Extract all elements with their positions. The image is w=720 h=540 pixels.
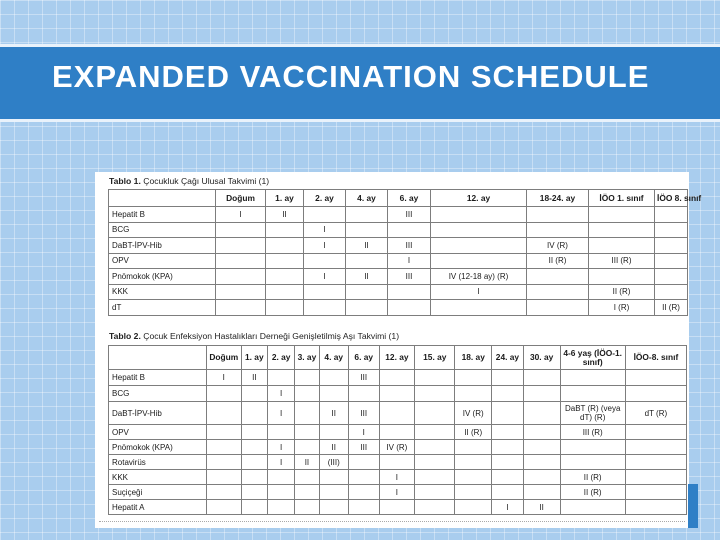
vaccine-name: Hepatit B [109, 370, 207, 386]
dose-cell: I [304, 238, 346, 254]
table-row [109, 470, 687, 485]
dose-cell [216, 238, 266, 254]
dose-cell: II [241, 370, 267, 386]
table1-caption-prefix: Tablo 1. [109, 176, 141, 186]
dose-cell [379, 402, 415, 425]
table1 [108, 189, 702, 316]
dose-cell [206, 485, 241, 500]
dose-cell [523, 455, 560, 470]
vaccine-name: Pnömokok (KPA) [109, 269, 216, 285]
table-row [109, 238, 688, 254]
dose-cell [348, 470, 379, 485]
dose-cell [319, 425, 348, 440]
vaccine-name: dT [109, 300, 216, 316]
column-header: 4-6 yaş (İÖO-1. sınıf) [560, 346, 625, 370]
column-header: 3. ay [295, 346, 319, 370]
dose-cell [304, 284, 346, 300]
dose-cell [455, 386, 492, 402]
table1-caption [109, 176, 269, 186]
column-header [109, 190, 216, 207]
dose-cell: I [431, 284, 527, 300]
table-row [109, 207, 688, 223]
dose-cell [216, 269, 266, 285]
dose-cell [216, 253, 266, 269]
dose-cell [625, 386, 686, 402]
dose-cell [560, 455, 625, 470]
dose-cell [523, 370, 560, 386]
dose-cell [241, 425, 267, 440]
dose-cell: II (R) [560, 470, 625, 485]
dose-cell: III [348, 440, 379, 455]
dose-cell [295, 470, 319, 485]
dose-cell [348, 386, 379, 402]
dose-cell: IV (R) [527, 238, 589, 254]
dose-cell [492, 402, 524, 425]
dose-cell [492, 455, 524, 470]
dose-cell: I [267, 455, 294, 470]
dose-cell [523, 402, 560, 425]
column-header: İÖO 8. sınıf [655, 190, 688, 207]
dose-cell: II [319, 440, 348, 455]
dose-cell [267, 485, 294, 500]
vaccine-name: BCG [109, 386, 207, 402]
dose-cell [527, 300, 589, 316]
dose-cell [415, 425, 455, 440]
vaccine-name: Rotavirüs [109, 455, 207, 470]
dose-cell [267, 500, 294, 515]
dose-cell [388, 222, 431, 238]
dose-cell [295, 425, 319, 440]
dose-cell [379, 386, 415, 402]
dose-cell: DaBT (R) (veya dT) (R) [560, 402, 625, 425]
table2 [108, 345, 687, 515]
table2-caption [109, 331, 399, 341]
dose-cell [388, 300, 431, 316]
dose-cell: II (R) [455, 425, 492, 440]
dose-cell [527, 222, 589, 238]
dose-cell [379, 500, 415, 515]
dose-cell [560, 370, 625, 386]
dose-cell [523, 440, 560, 455]
dose-cell [266, 284, 304, 300]
dose-cell [431, 207, 527, 223]
dose-cell: II [266, 207, 304, 223]
table-row [109, 222, 688, 238]
dose-cell [206, 440, 241, 455]
dose-cell: II [346, 238, 388, 254]
dose-cell [304, 300, 346, 316]
dose-cell: dT (R) [625, 402, 686, 425]
dose-cell [655, 238, 688, 254]
dose-cell [346, 253, 388, 269]
column-header: İÖO 1. sınıf [589, 190, 655, 207]
dose-cell [346, 222, 388, 238]
dose-cell [455, 370, 492, 386]
dose-cell [206, 402, 241, 425]
dose-cell [379, 425, 415, 440]
dose-cell [266, 253, 304, 269]
dose-cell: I [379, 470, 415, 485]
dose-cell [415, 402, 455, 425]
dose-cell: II [319, 402, 348, 425]
dose-cell [415, 386, 455, 402]
dose-cell [625, 485, 686, 500]
dose-cell [527, 207, 589, 223]
table-header-row [109, 346, 687, 370]
dose-cell: II (R) [655, 300, 688, 316]
table-row [109, 269, 688, 285]
dose-cell [589, 222, 655, 238]
dose-cell [492, 386, 524, 402]
column-header: 2. ay [304, 190, 346, 207]
dose-cell [455, 440, 492, 455]
dose-cell [415, 470, 455, 485]
table-row [109, 386, 687, 402]
dose-cell [295, 386, 319, 402]
dose-cell: III (R) [560, 425, 625, 440]
vaccine-name: DaBT-İPV-Hib [109, 238, 216, 254]
dose-cell [655, 269, 688, 285]
dose-cell [431, 238, 527, 254]
column-header: Doğum [206, 346, 241, 370]
vaccine-name: BCG [109, 222, 216, 238]
dose-cell: III [348, 402, 379, 425]
dose-cell: III [388, 238, 431, 254]
column-header: 24. ay [492, 346, 524, 370]
dose-cell [295, 500, 319, 515]
dose-cell [241, 470, 267, 485]
dose-cell [523, 425, 560, 440]
table2-caption-prefix: Tablo 2. [109, 331, 141, 341]
dose-cell [266, 222, 304, 238]
dose-cell [431, 222, 527, 238]
dose-cell [455, 500, 492, 515]
slide-title: EXPANDED VACCINATION SCHEDULE [52, 59, 650, 94]
column-header: 18. ay [455, 346, 492, 370]
dose-cell [295, 440, 319, 455]
dose-cell [455, 470, 492, 485]
dose-cell [415, 485, 455, 500]
column-header: Doğum [216, 190, 266, 207]
dose-cell [431, 300, 527, 316]
dose-cell [625, 370, 686, 386]
dose-cell [523, 470, 560, 485]
dose-cell [492, 470, 524, 485]
dose-cell [431, 253, 527, 269]
dose-cell [216, 222, 266, 238]
dose-cell [266, 238, 304, 254]
title-band [0, 44, 720, 122]
vaccine-name: OPV [109, 253, 216, 269]
dose-cell [267, 370, 294, 386]
dose-cell [295, 485, 319, 500]
dose-cell [241, 500, 267, 515]
dose-cell: I [304, 222, 346, 238]
dose-cell [625, 455, 686, 470]
dose-cell [266, 269, 304, 285]
dose-cell: III [388, 269, 431, 285]
table-row [109, 300, 688, 316]
dose-cell: II (R) [527, 253, 589, 269]
dose-cell: II [295, 455, 319, 470]
table-row [109, 440, 687, 455]
dose-cell [295, 402, 319, 425]
dose-cell [319, 386, 348, 402]
dose-cell: I [388, 253, 431, 269]
dose-cell: II (R) [589, 284, 655, 300]
dose-cell [492, 425, 524, 440]
dose-cell [655, 207, 688, 223]
dose-cell [216, 284, 266, 300]
dose-cell [455, 455, 492, 470]
dose-cell [304, 253, 346, 269]
table2-caption-text: Çocuk Enfeksiyon Hastalıkları Derneği Genişletilmiş Aşı Takvimi (1) [143, 331, 400, 341]
dose-cell [216, 300, 266, 316]
table1-caption-text: Çocukluk Çağı Ulusal Takvimi (1) [143, 176, 270, 186]
dose-cell: I [492, 500, 524, 515]
dose-cell [348, 485, 379, 500]
column-header: 12. ay [379, 346, 415, 370]
vaccine-name: Pnömokok (KPA) [109, 440, 207, 455]
dose-cell [379, 370, 415, 386]
dose-cell [560, 386, 625, 402]
dose-cell [319, 370, 348, 386]
dose-cell [319, 500, 348, 515]
dose-cell: I [348, 425, 379, 440]
dose-cell [523, 386, 560, 402]
dose-cell [527, 269, 589, 285]
column-header: 1. ay [266, 190, 304, 207]
dose-cell [492, 485, 524, 500]
dose-cell [655, 284, 688, 300]
column-header [109, 346, 207, 370]
vaccine-name: Hepatit A [109, 500, 207, 515]
dose-cell [241, 455, 267, 470]
column-header: 12. ay [431, 190, 527, 207]
vaccine-name: Suçiçeği [109, 485, 207, 500]
column-header: 30. ay [523, 346, 560, 370]
slide-accent-tab [688, 484, 698, 528]
vaccine-name: DaBT-İPV-Hib [109, 402, 207, 425]
dose-cell [455, 485, 492, 500]
table-header-row [109, 190, 688, 207]
dose-cell: IV (12-18 ay) (R) [431, 269, 527, 285]
column-header: 6. ay [388, 190, 431, 207]
dose-cell [589, 207, 655, 223]
dose-cell: I (R) [589, 300, 655, 316]
dose-cell [346, 300, 388, 316]
dose-cell [319, 485, 348, 500]
vaccine-name: KKK [109, 470, 207, 485]
dose-cell [589, 238, 655, 254]
dose-cell [346, 207, 388, 223]
dose-cell: III [388, 207, 431, 223]
dose-cell [655, 253, 688, 269]
dose-cell [625, 500, 686, 515]
dose-cell: I [304, 269, 346, 285]
dose-cell [388, 284, 431, 300]
table-row [109, 253, 688, 269]
dose-cell [304, 207, 346, 223]
table-row [109, 500, 687, 515]
dose-cell [319, 470, 348, 485]
table-row [109, 485, 687, 500]
dose-cell [295, 370, 319, 386]
dose-cell: I [267, 402, 294, 425]
table-row [109, 284, 688, 300]
dose-cell [655, 222, 688, 238]
dose-cell: (III) [319, 455, 348, 470]
dose-cell [266, 300, 304, 316]
dose-cell [625, 470, 686, 485]
dose-cell: I [267, 440, 294, 455]
dose-cell [492, 370, 524, 386]
dose-cell [415, 370, 455, 386]
dose-cell: I [379, 485, 415, 500]
vaccine-name: Hepatit B [109, 207, 216, 223]
dose-cell [267, 470, 294, 485]
column-header: 4. ay [319, 346, 348, 370]
table-row [109, 455, 687, 470]
table-row [109, 402, 687, 425]
dose-cell [560, 440, 625, 455]
dose-cell [346, 284, 388, 300]
dose-cell: II (R) [560, 485, 625, 500]
dose-cell [206, 386, 241, 402]
column-header: İÖO-8. sınıf [625, 346, 686, 370]
dose-cell [589, 269, 655, 285]
column-header: 18-24. ay [527, 190, 589, 207]
vaccine-name: OPV [109, 425, 207, 440]
dose-cell [415, 455, 455, 470]
dose-cell: IV (R) [455, 402, 492, 425]
dose-cell [241, 440, 267, 455]
column-header: 1. ay [241, 346, 267, 370]
vaccine-name: KKK [109, 284, 216, 300]
dose-cell [206, 425, 241, 440]
dose-cell [206, 470, 241, 485]
dose-cell [348, 500, 379, 515]
column-header: 15. ay [415, 346, 455, 370]
table-row [109, 370, 687, 386]
dose-cell: I [216, 207, 266, 223]
dose-cell [241, 386, 267, 402]
column-header: 6. ay [348, 346, 379, 370]
dose-cell [492, 440, 524, 455]
dose-cell [560, 500, 625, 515]
dose-cell: II [346, 269, 388, 285]
dose-cell [241, 402, 267, 425]
dose-cell [625, 425, 686, 440]
dose-cell [379, 455, 415, 470]
dose-cell: IV (R) [379, 440, 415, 455]
dose-cell [625, 440, 686, 455]
dose-cell: III [348, 370, 379, 386]
dose-cell: I [206, 370, 241, 386]
table-row [109, 425, 687, 440]
dose-cell: II [523, 500, 560, 515]
dose-cell [415, 500, 455, 515]
dose-cell [241, 485, 267, 500]
dose-cell [523, 485, 560, 500]
column-header: 4. ay [346, 190, 388, 207]
dose-cell [348, 455, 379, 470]
column-header: 2. ay [267, 346, 294, 370]
dose-cell [527, 284, 589, 300]
dose-cell [267, 425, 294, 440]
dose-cell [206, 455, 241, 470]
dose-cell [206, 500, 241, 515]
document-image [95, 172, 702, 528]
dose-cell: III (R) [589, 253, 655, 269]
dose-cell [415, 440, 455, 455]
dose-cell: I [267, 386, 294, 402]
footnote-line [99, 521, 685, 526]
